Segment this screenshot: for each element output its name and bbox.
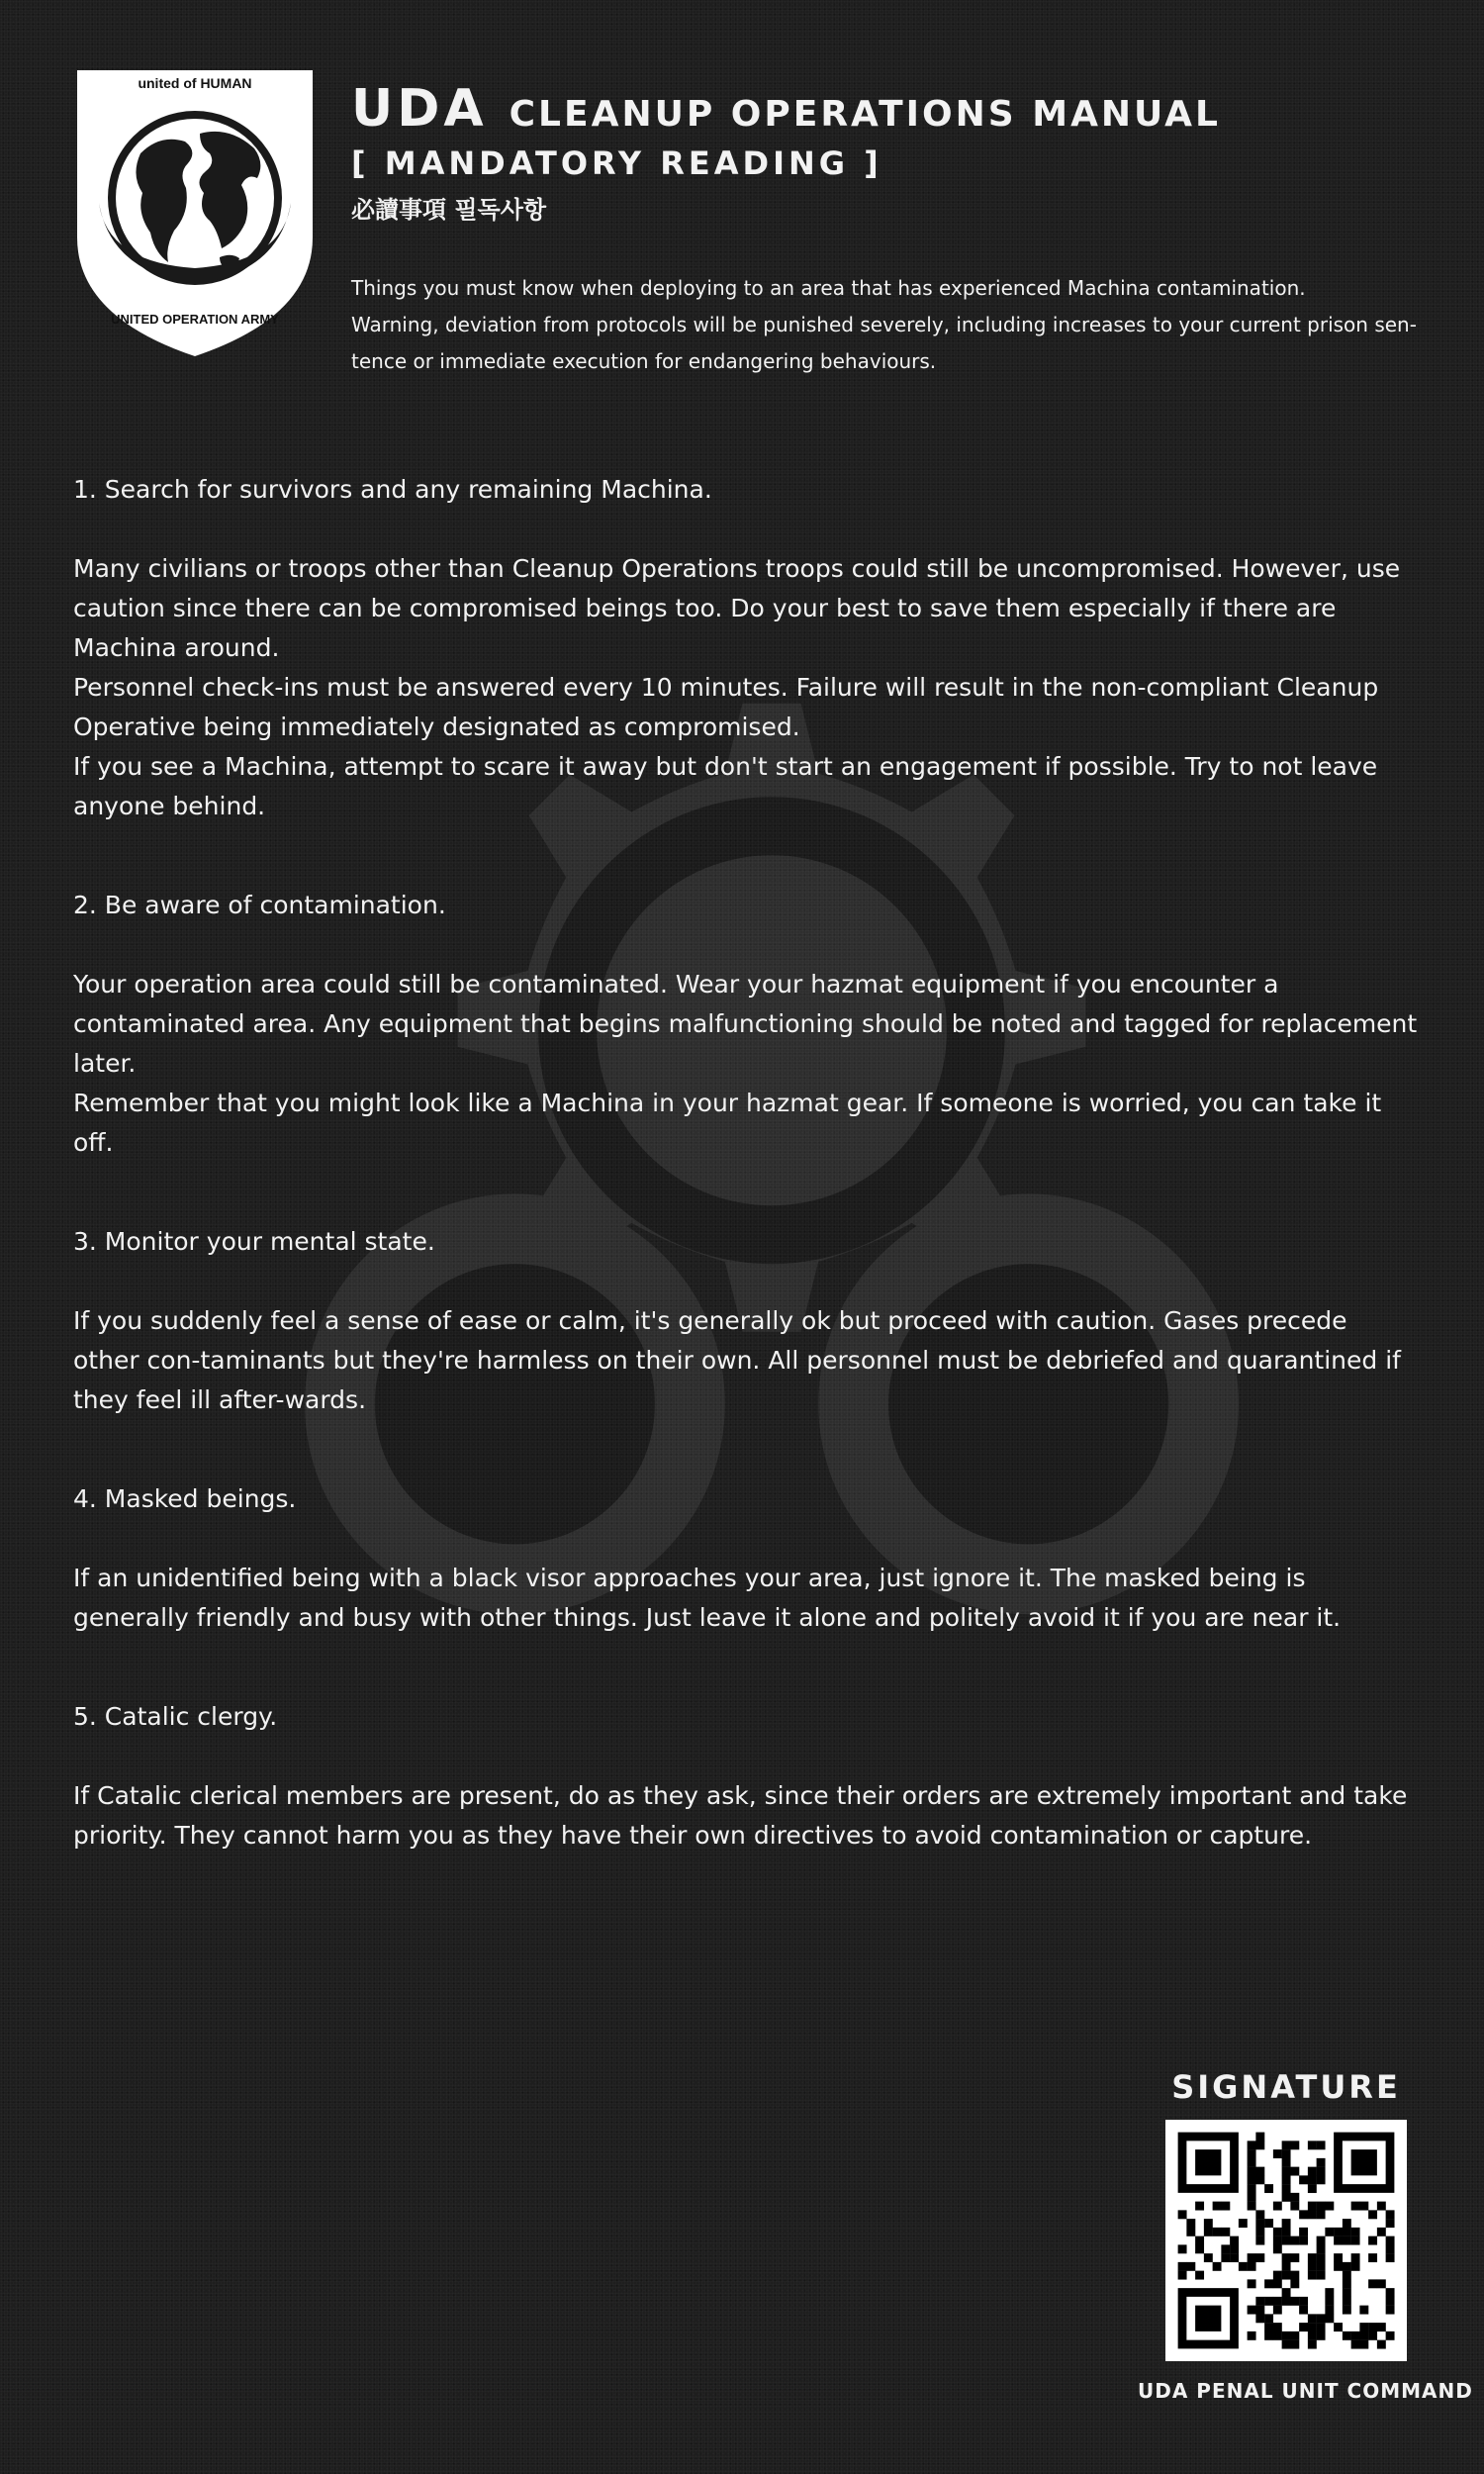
intro-line: Things you must know when deploying to an area that has experienced Machina contamination. bbox=[351, 276, 1306, 300]
section-body bbox=[73, 965, 1419, 1163]
paragraph: If you see a Machina, attempt to scare it away but don't start an engagement if possible. Try to not leave anyone behind. bbox=[73, 752, 1378, 820]
paragraph: Many civilians or troops other than Cleanup Operations troops could still be uncompromised. However, use caution since there can be compromised beings too. Do your best to save them especially if there are Machina around. bbox=[73, 554, 1401, 662]
paragraph: If an unidentified being with a black visor approaches your area, just ignore it. The masked being is generally friendly and busy with other things. Just leave it alone and politely avoid it if you are near it. bbox=[73, 1564, 1342, 1632]
section bbox=[73, 1222, 1419, 1420]
section-title: 3. Monitor your mental state. bbox=[73, 1227, 435, 1256]
section bbox=[73, 886, 1419, 1163]
section-title: 1. Search for survivors and any remaining Machina. bbox=[73, 475, 712, 504]
signature-block bbox=[1138, 2068, 1473, 2403]
section bbox=[73, 1697, 1419, 1856]
section bbox=[73, 1479, 1419, 1638]
korean-subtitle: 必讀事項 필독사항 bbox=[351, 196, 547, 224]
title-sub: CLEANUP OPERATIONS MANUAL bbox=[509, 94, 1221, 135]
paragraph: If you suddenly feel a sense of ease or calm, it's generally ok but proceed with caution. Gases precede other con-taminants but they're harmless on their own. All personnel must be debriefed and quarantined if they feel ill after-wards. bbox=[73, 1306, 1401, 1414]
paragraph: Remember that you might look like a Machina in your hazmat gear. If someone is worried, you can take it off. bbox=[73, 1089, 1382, 1157]
title-main: UDA bbox=[351, 79, 488, 139]
intro-line: Warning, deviation from protocols will be punished severely, including increases to your current prison sen- bbox=[351, 313, 1417, 336]
header bbox=[351, 79, 1420, 380]
mandatory-reading-label: [ MANDATORY READING ] bbox=[351, 144, 882, 182]
section bbox=[73, 470, 1419, 826]
logo-top-text: united of HUMAN bbox=[138, 75, 252, 91]
manual-body bbox=[73, 470, 1419, 1915]
section-body bbox=[73, 549, 1419, 826]
section-body bbox=[73, 1776, 1419, 1856]
section-title: 4. Masked beings. bbox=[73, 1484, 297, 1513]
section-body bbox=[73, 1559, 1419, 1638]
paragraph: If Catalic clerical members are present, do as they ask, since their orders are extremely important and take priority. They cannot harm you as they have their own directives to avoid contamination or capture. bbox=[73, 1781, 1408, 1850]
section-body bbox=[73, 1301, 1419, 1420]
document-title bbox=[351, 79, 1420, 139]
section-title: 5. Catalic clergy. bbox=[73, 1702, 278, 1731]
section-title: 2. Be aware of contamination. bbox=[73, 891, 446, 919]
signature-footer: UDA PENAL UNIT COMMAND bbox=[1138, 2379, 1473, 2403]
paragraph: Personnel check-ins must be answered every 10 minutes. Failure will result in the non-compliant Cleanup Operative being immediately designated as compromised. bbox=[73, 673, 1379, 741]
logo-bottom-text: UNITED OPERATION ARMY bbox=[111, 312, 279, 327]
signature-label: SIGNATURE bbox=[1171, 2068, 1401, 2106]
uda-shield-logo bbox=[71, 64, 319, 361]
qr-code-icon bbox=[1165, 2120, 1407, 2361]
intro-line: tence or immediate execution for endangering behaviours. bbox=[351, 349, 937, 373]
paragraph: Your operation area could still be contaminated. Wear your hazmat equipment if you encounter a contaminated area. Any equipment that begins malfunctioning should be noted and tagged for replacement later. bbox=[73, 970, 1418, 1078]
intro-text bbox=[351, 270, 1420, 380]
